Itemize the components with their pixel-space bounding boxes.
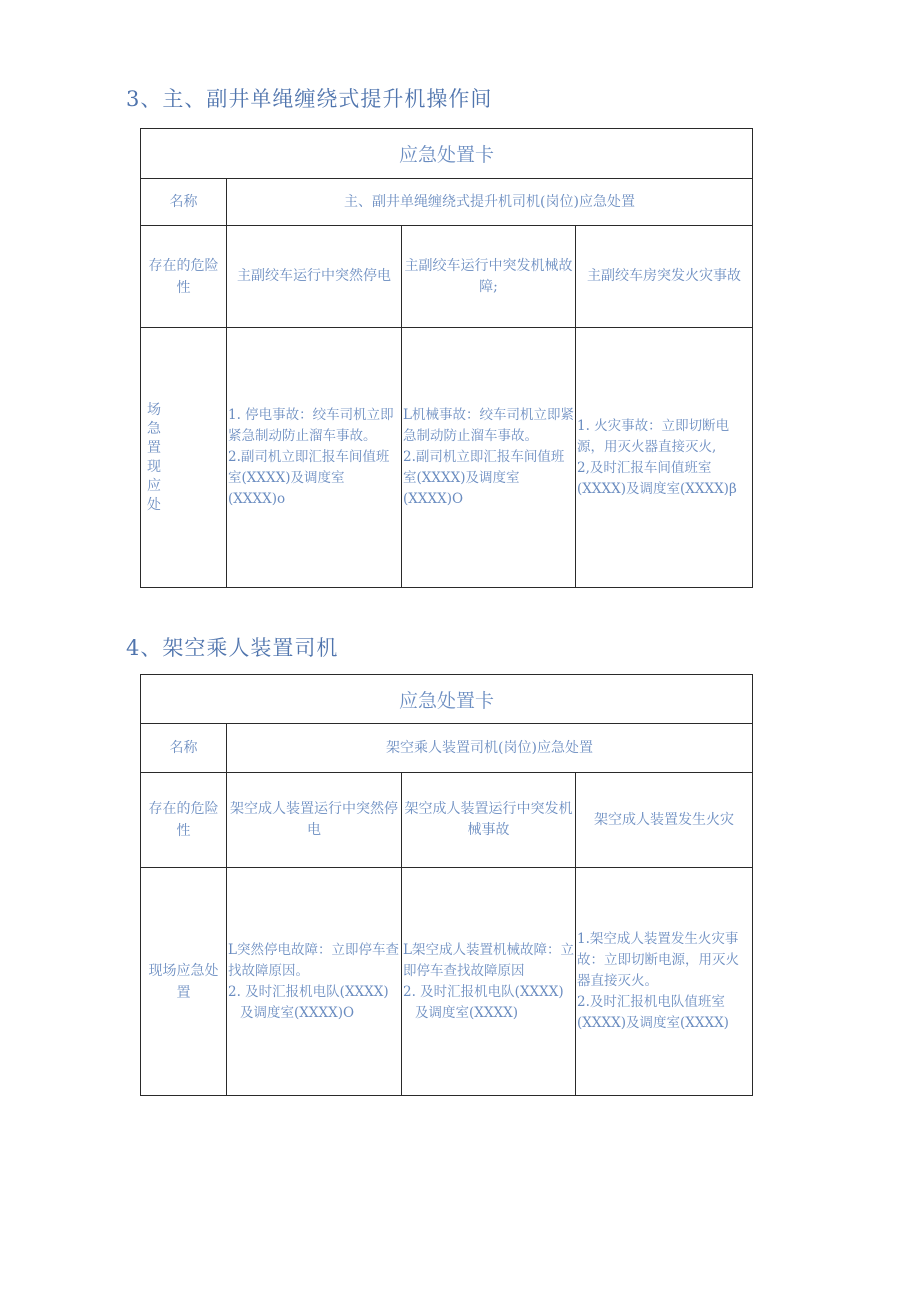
name-label: 名称 <box>141 724 227 773</box>
hazard-item: 主副绞车运行中突发机械故障; <box>402 226 576 328</box>
response-label: 现场应急处置 <box>141 868 227 1096</box>
response-item <box>576 328 753 588</box>
response-item <box>402 868 576 1096</box>
name-label: 名称 <box>141 179 227 226</box>
response-line: 2.副司机立即汇报车间值班室(XXXX)及调度室(XXXX)o <box>228 449 390 507</box>
card-title: 应急处置卡 <box>141 675 753 724</box>
hazard-label: 存在的危险性 <box>141 226 227 328</box>
emergency-card <box>140 128 753 588</box>
response-line: 1.架空成人装置发生火灾事故：立即切断电源，用灭火器直接灭火。 <box>577 931 739 989</box>
response-item <box>576 868 753 1096</box>
hazard-item: 架空成人装置运行中突发机械事故 <box>402 773 576 868</box>
response-line: L突然停电故障：立即停车查找故障原因。 <box>228 941 399 979</box>
hazard-item: 架空成人装置运行中突然停电 <box>227 773 402 868</box>
name-value: 主、副井单绳缠绕式提升机司机(岗位)应急处置 <box>227 179 753 226</box>
name-value: 架空乘人装置司机(岗位)应急处置 <box>227 724 753 773</box>
response-line: 1. 火灾事故：立即切断电源，用灭火器直接灭火, <box>577 417 730 455</box>
response-line: L架空成人装置机械故障：立即停车查找故障原因 <box>403 941 574 979</box>
response-label-cell <box>141 328 227 588</box>
hazard-item: 主副绞车房突发火灾事故 <box>576 226 753 328</box>
hazard-label: 存在的危险性 <box>141 773 227 868</box>
response-item <box>227 328 402 588</box>
section-heading: 3、主、副井单绳缠绕式提升机操作间 <box>126 87 493 111</box>
response-line: 及调度室(XXXX) <box>415 1004 518 1021</box>
card-title: 应急处置卡 <box>141 129 753 179</box>
response-line: 2.副司机立即汇报车间值班室(XXXX)及调度室(XXXX)O <box>403 449 565 507</box>
response-line: 1. 停电事故：绞车司机立即紧急制动防止溜车事故。 <box>228 407 394 444</box>
response-line: 2. 及时汇报机电队(XXXX) <box>228 983 389 1000</box>
hazard-item: 主副绞车运行中突然停电 <box>227 226 402 328</box>
response-label: 场急置现应处 <box>147 401 161 513</box>
hazard-item: 架空成人装置发生火灾 <box>576 773 753 868</box>
response-item <box>227 868 402 1096</box>
response-item <box>402 328 576 588</box>
section-heading: 4、架空乘人装置司机 <box>126 636 339 660</box>
response-line: 2.及时汇报机电队值班室(XXXX)及调度室(XXXX) <box>577 994 729 1031</box>
response-line: 及调度室(XXXX)O <box>240 1004 355 1021</box>
response-line: 2,及时汇报车间值班室(XXXX)及调度室(XXXX)β <box>577 459 737 497</box>
response-line: L机械事故：绞车司机立即紧急制动防止溜车事故。 <box>403 407 574 444</box>
response-line: 2. 及时汇报机电队(XXXX) <box>403 983 564 1000</box>
emergency-card <box>140 674 753 1096</box>
